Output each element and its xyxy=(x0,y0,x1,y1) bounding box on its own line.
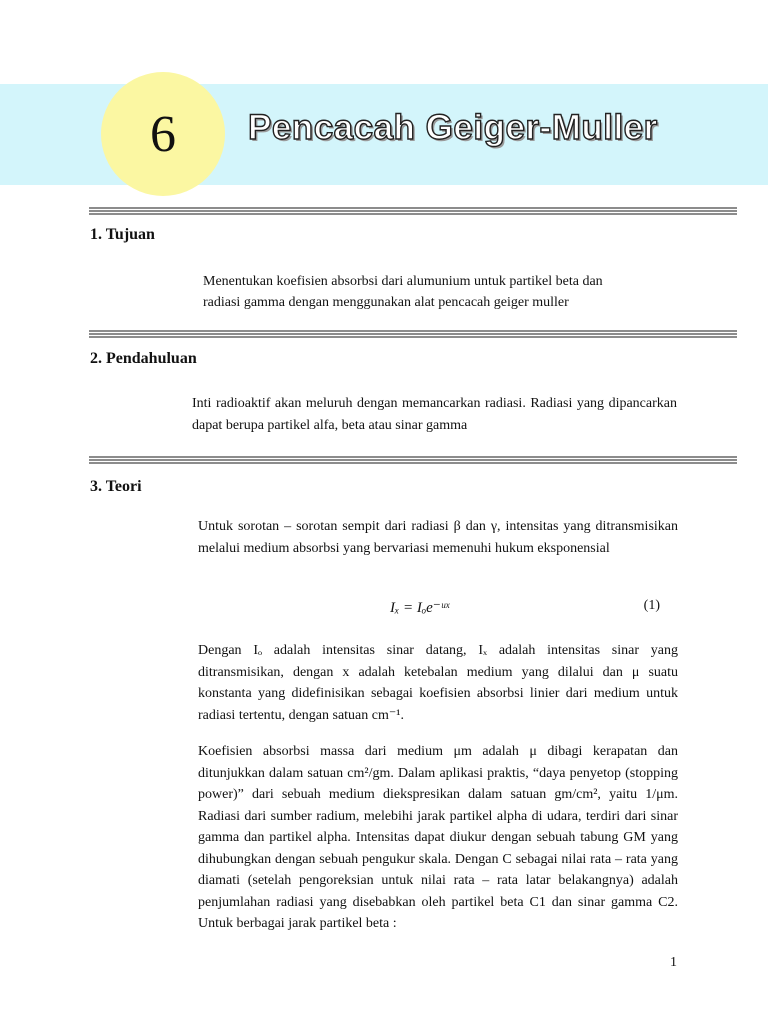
section-divider xyxy=(89,207,737,215)
tujuan-line-1: Menentukan koefisien absorbsi dari alumunium untuk partikel beta dan xyxy=(203,274,603,289)
chapter-number: 6 xyxy=(150,105,176,163)
tujuan-line-2: radiasi gamma dengan menggunakan alat pencacah geiger muller xyxy=(203,295,569,310)
teori-paragraph-3: Koefisien absorbsi massa dari medium μm adalah μ dibagi kerapatan dan ditunjukkan dalam satuan cm²/gm. Dalam aplikasi praktis, “daya penyetop (stopping power)” dari sebuah medium diekspresikan dalam satuan gm/cm², yaitu 1/μm. Radiasi dari sumber radium, melebihi jarak partikel alpha di udara, terdiri dari sinar gamma dan partikel alpha. Intensitas dapat diukur dengan sebuah tabung GM yang dihubungkan dengan sebuah pengukur skala. Dengan C sebagai nilai rata – rata yang diamati (setelah pengoreksian untuk nilai rata – rata latar belakangnya) adalah penjumlahan radiasi yang disebabkan oleh partikel beta C1 dan sinar gamma C2. Untuk berbagai jarak partikel beta : xyxy=(198,744,678,931)
equation-1 xyxy=(200,598,660,620)
section-divider xyxy=(89,456,737,464)
teori-paragraph-1: Untuk sorotan – sorotan sempit dari radiasi β dan γ, intensitas yang ditransmisikan melalui medium absorbsi yang bervariasi memenuhi hukum eksponensial xyxy=(198,519,678,556)
chapter-title: Pencacah Geiger-Muller xyxy=(248,108,658,147)
chapter-number-badge xyxy=(101,72,225,196)
pendahuluan-paragraph: Inti radioaktif akan meluruh dengan memancarkan radiasi. Radiasi yang dipancarkan dapat berupa partikel alfa, beta atau sinar gamma xyxy=(192,396,677,433)
section-heading-pendahuluan: 2. Pendahuluan xyxy=(90,350,197,367)
equation-number: (1) xyxy=(643,598,660,613)
section-heading-teori: 3. Teori xyxy=(90,478,142,495)
section-heading-tujuan: 1. Tujuan xyxy=(90,226,155,243)
page-number: 1 xyxy=(670,955,677,970)
section-divider xyxy=(89,330,737,338)
equation-formula: Iₓ = Iₒe⁻ᵘˣ xyxy=(390,600,450,616)
teori-paragraph-2: Dengan Iₒ adalah intensitas sinar datang, Iₓ adalah intensitas sinar yang ditransmisikan, dengan x adalah ketebalan medium yang dilalui dan μ suatu konstanta yang didefinisikan sebagai koefisien absorbsi linier dari medium untuk radiasi tertentu, dengan satuan cm⁻¹. xyxy=(198,643,678,723)
